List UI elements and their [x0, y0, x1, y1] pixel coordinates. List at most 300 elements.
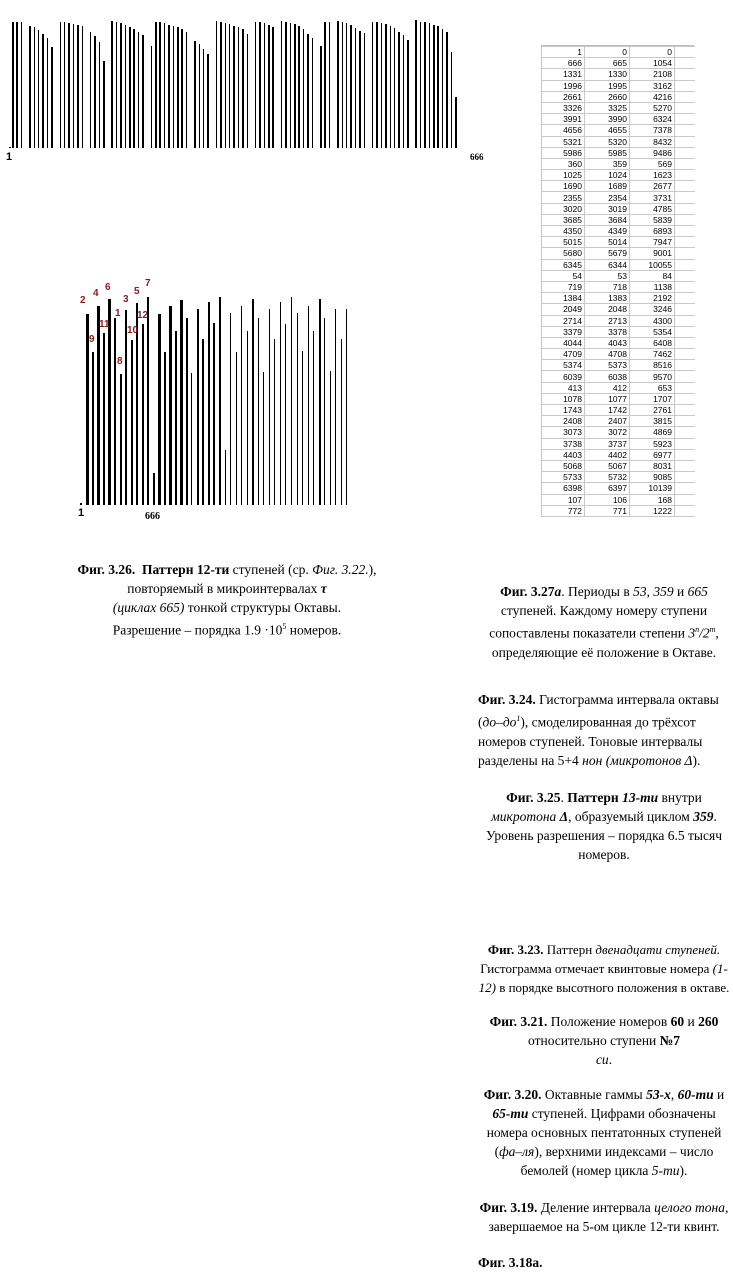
table-cell: 53	[585, 270, 630, 281]
table-cell: 5733	[542, 472, 585, 483]
table-cell-empty	[675, 304, 696, 315]
table-cell: 6398	[542, 483, 585, 494]
pattern-bar	[241, 306, 242, 505]
table-cell: 2192	[630, 293, 675, 304]
bold-italic-text: 53-х	[646, 1087, 671, 1102]
italic-text: (циклах 665)	[112, 600, 185, 615]
pattern-bar	[142, 324, 144, 505]
text: тонкой структуры Октавы.	[184, 600, 342, 615]
text: .	[608, 1052, 613, 1067]
table-cell: 412	[585, 382, 630, 393]
table-row	[542, 69, 696, 80]
table-cell: 6893	[630, 226, 675, 237]
table-cell: 1707	[630, 393, 675, 404]
table-cell: 3378	[585, 326, 630, 337]
table-row	[542, 102, 696, 113]
table-cell: 718	[585, 281, 630, 292]
table-cell: 2355	[542, 192, 585, 203]
step-number-label: 11	[99, 319, 110, 330]
table-cell-empty	[675, 505, 696, 516]
pattern-bar	[186, 318, 188, 505]
table-cell: 3072	[585, 427, 630, 438]
table-cell: 168	[630, 494, 675, 505]
table-cell: 54	[542, 270, 585, 281]
table-cell: 4350	[542, 226, 585, 237]
table-cell: 7947	[630, 237, 675, 248]
pattern-bar	[92, 352, 94, 505]
table-cell: 3738	[542, 438, 585, 449]
table-cell: 3019	[585, 203, 630, 214]
table-row	[542, 360, 696, 371]
table-cell-empty	[675, 360, 696, 371]
table-row	[542, 494, 696, 505]
table-cell: 9001	[630, 248, 675, 259]
bold-italic-text: 65-ти	[492, 1106, 529, 1121]
pattern-bar	[158, 314, 161, 505]
pattern-baseline-tick	[80, 503, 82, 505]
table-row	[542, 304, 696, 315]
text: и	[684, 1014, 699, 1029]
table-cell: 3020	[542, 203, 585, 214]
text: Октавные гаммы	[541, 1087, 647, 1102]
pattern-bar	[230, 313, 231, 505]
pattern-bar	[180, 300, 183, 505]
table-cell: 1383	[585, 293, 630, 304]
table-cell: 4349	[585, 226, 630, 237]
table-cell: 1077	[585, 393, 630, 404]
histogram-bar	[433, 25, 435, 148]
bold-number: 260	[698, 1014, 719, 1029]
table-row	[542, 259, 696, 270]
text: ), повторяемый в микроинтервалах	[127, 562, 377, 596]
table-cell: 3246	[630, 304, 675, 315]
table-row	[542, 237, 696, 248]
table-cell: 3379	[542, 326, 585, 337]
pattern-bar	[164, 352, 166, 505]
pattern-bar	[319, 299, 321, 505]
table-cell-empty	[675, 427, 696, 438]
table-row	[542, 427, 696, 438]
table-cell: 1331	[542, 69, 585, 80]
table-cell-empty	[675, 125, 696, 136]
caption-fig-3-23	[478, 940, 730, 997]
table-row	[542, 472, 696, 483]
text: ).	[692, 752, 701, 768]
pattern-bar	[341, 339, 342, 505]
table-cell-empty	[675, 58, 696, 69]
table-row	[542, 192, 696, 203]
table-cell-empty	[675, 449, 696, 460]
table-cell-empty	[675, 337, 696, 348]
histogram-bar	[415, 20, 417, 148]
fig-label: Фиг. 3.19.	[479, 1200, 538, 1215]
superscript: m	[709, 625, 716, 634]
table-cell: 10139	[630, 483, 675, 494]
italic-text: нон (микротонов Δ	[582, 752, 693, 768]
pattern-bar	[197, 309, 199, 505]
table-cell-empty	[675, 114, 696, 125]
pattern-bar	[263, 372, 264, 505]
table-cell-empty	[675, 460, 696, 471]
text: Деление интервала	[537, 1200, 655, 1215]
table-cell-empty	[675, 69, 696, 80]
histogram-bar	[424, 22, 426, 148]
table-row	[542, 226, 696, 237]
caption-fig-3-18a	[478, 1253, 678, 1272]
table-cell: 1024	[585, 170, 630, 181]
table-cell: 10055	[630, 259, 675, 270]
table-row	[542, 337, 696, 348]
text: ,	[646, 584, 654, 599]
pattern-bar	[269, 309, 270, 505]
step-number-label: 1	[115, 308, 121, 319]
table-cell: 5321	[542, 136, 585, 147]
table-row	[542, 349, 696, 360]
table-cell-empty	[675, 237, 696, 248]
x-end-label: 666	[470, 152, 484, 162]
step-number-label: 12	[137, 310, 149, 321]
histogram-bar	[451, 52, 453, 148]
table-row	[542, 158, 696, 169]
table-row	[542, 270, 696, 281]
text: номеров.	[286, 622, 342, 638]
pattern-bar	[324, 318, 325, 505]
bold-text: Паттерн 12-ти	[142, 562, 230, 577]
text: ,	[670, 1087, 678, 1102]
pattern-bar	[169, 306, 172, 505]
table-cell: 666	[542, 58, 585, 69]
pattern-bar	[147, 297, 149, 505]
table-cell-empty	[675, 136, 696, 147]
histogram-bar	[429, 23, 431, 148]
text: Разрешение – порядка 1.9 ·10	[112, 622, 283, 638]
table-cell: 6397	[585, 483, 630, 494]
italic-text: си	[595, 1052, 609, 1067]
table-row	[542, 136, 696, 147]
italic-text: целого тона	[654, 1200, 726, 1215]
table-cell-empty	[675, 382, 696, 393]
text: в порядке высотного положения в октаве.	[495, 980, 730, 995]
table-cell: 5354	[630, 326, 675, 337]
table-cell-empty	[675, 438, 696, 449]
pattern-bar	[247, 331, 248, 505]
table-cell: 2761	[630, 405, 675, 416]
italic-text: двенадцати ступеней.	[595, 942, 721, 957]
text: и	[713, 1087, 725, 1102]
text: ступеней (ср.	[229, 562, 313, 577]
table-cell: 3325	[585, 102, 630, 113]
table-cell-empty	[675, 416, 696, 427]
pattern-bar	[213, 323, 215, 505]
table-cell: 3731	[630, 192, 675, 203]
caption-fig-3-26	[62, 560, 392, 640]
table-cell: 1025	[542, 170, 585, 181]
tau-symbol: τ	[320, 581, 327, 596]
bold-number: 60	[670, 1014, 685, 1029]
text: внутри	[658, 790, 702, 805]
table-row	[542, 147, 696, 158]
table-cell: 2354	[585, 192, 630, 203]
table-row	[542, 483, 696, 494]
fig-label: Фиг. 3.21.	[489, 1014, 548, 1029]
pattern-bar	[280, 302, 281, 505]
table-cell: 3990	[585, 114, 630, 125]
table-cell: 1743	[542, 405, 585, 416]
pattern-bar	[291, 297, 292, 505]
table-cell: 6038	[585, 371, 630, 382]
table-cell-empty	[675, 393, 696, 404]
pattern-bar	[335, 309, 336, 505]
table-cell-empty	[675, 349, 696, 360]
text: , образуемый циклом	[568, 809, 694, 824]
table-cell: 4869	[630, 427, 675, 438]
fig-label: Фиг. 3.24.	[478, 692, 536, 707]
table-cell-empty	[675, 91, 696, 102]
pattern-12-histogram-chart	[0, 0, 400, 510]
table-cell-empty	[675, 192, 696, 203]
pattern-bar	[346, 309, 347, 505]
table-cell: 6324	[630, 114, 675, 125]
fig-suffix: а	[554, 584, 562, 599]
table-row	[542, 405, 696, 416]
pattern-bar	[103, 333, 105, 505]
pattern-bar	[285, 324, 286, 505]
table-cell: 9570	[630, 371, 675, 382]
table-cell: 772	[542, 505, 585, 516]
table-cell: 5067	[585, 460, 630, 471]
italic-text: 665	[687, 584, 708, 599]
table-cell: 5985	[585, 147, 630, 158]
delta-symbol: Δ	[559, 809, 569, 824]
text: ступеней. Цифрами обозначены номера основных пентатонных ступеней (	[486, 1106, 722, 1159]
table-cell: 6408	[630, 337, 675, 348]
table-cell: 3684	[585, 214, 630, 225]
histogram-bar	[407, 40, 409, 148]
table-cell: 4403	[542, 449, 585, 460]
bold-italic-text: 359	[693, 809, 714, 824]
table-cell: 1384	[542, 293, 585, 304]
table-row	[542, 371, 696, 382]
text: относительно ступени	[528, 1033, 660, 1048]
table-cell: 4656	[542, 125, 585, 136]
table-row	[542, 58, 696, 69]
table-cell: 4300	[630, 315, 675, 326]
table-cell: 7378	[630, 125, 675, 136]
table-row	[542, 80, 696, 91]
table-cell: 1995	[585, 80, 630, 91]
pattern-bar	[236, 352, 237, 505]
pattern-bar	[153, 473, 155, 505]
fig-label: Фиг. 3.26.	[77, 562, 136, 577]
table-cell: 4655	[585, 125, 630, 136]
table-cell: 5068	[542, 460, 585, 471]
italic-text: /2	[699, 625, 710, 641]
table-cell-empty	[675, 226, 696, 237]
table-cell: 3737	[585, 438, 630, 449]
step-number-label: 10	[127, 325, 139, 336]
superscript: n	[695, 625, 700, 634]
step-number-label: 2	[80, 295, 86, 306]
fig-label: Фиг. 3.20.	[483, 1087, 542, 1102]
table-cell: 2407	[585, 416, 630, 427]
table-cell: 1996	[542, 80, 585, 91]
pattern-bar	[219, 297, 221, 505]
bold-italic-text: 13-ти	[622, 790, 659, 805]
table-cell: 2408	[542, 416, 585, 427]
table-cell-empty	[675, 102, 696, 113]
italic-text: фа–ля	[499, 1144, 535, 1159]
table-cell: 5320	[585, 136, 630, 147]
table-cell-empty	[675, 371, 696, 382]
table-row	[542, 281, 696, 292]
table-cell: 2661	[542, 91, 585, 102]
pattern-bar	[131, 340, 133, 505]
table-cell-empty	[675, 203, 696, 214]
text: , завершаемое на 5-ом цикле 12-ти квинт.	[488, 1200, 729, 1234]
table-cell: 5680	[542, 248, 585, 259]
histogram-bar	[455, 97, 457, 148]
histogram-bar	[442, 29, 444, 148]
table-cell: 2048	[585, 304, 630, 315]
caption-fig-3-19	[476, 1198, 732, 1236]
table-cell: 5373	[585, 360, 630, 371]
table-row	[542, 203, 696, 214]
pattern-bar	[297, 313, 298, 505]
table-cell: 2714	[542, 315, 585, 326]
table-cell: 2108	[630, 69, 675, 80]
table-cell: 360	[542, 158, 585, 169]
table-cell: 7462	[630, 349, 675, 360]
table-row	[542, 438, 696, 449]
table-row	[542, 181, 696, 192]
table-cell: 5732	[585, 472, 630, 483]
histogram-bar	[437, 26, 439, 148]
table-cell: 4708	[585, 349, 630, 360]
step-number-label: 7	[145, 278, 151, 289]
text: , определяющие её положение в Октаве.	[491, 625, 719, 660]
pattern-bar	[202, 339, 204, 505]
table-cell: 1078	[542, 393, 585, 404]
pattern-bar	[313, 331, 314, 505]
pattern-bar	[125, 310, 127, 505]
table-row	[542, 248, 696, 259]
table-cell-empty	[675, 270, 696, 281]
table-cell-empty	[675, 315, 696, 326]
table-row	[542, 382, 696, 393]
table-cell: 4216	[630, 91, 675, 102]
table-cell: 3815	[630, 416, 675, 427]
table-cell: 84	[630, 270, 675, 281]
pattern-bar	[114, 318, 116, 505]
table-row	[542, 326, 696, 337]
table-cell: 2049	[542, 304, 585, 315]
table-cell: 2713	[585, 315, 630, 326]
table-cell-empty	[675, 326, 696, 337]
table-cell-empty	[675, 293, 696, 304]
table-cell: 1742	[585, 405, 630, 416]
table-cell-empty	[675, 494, 696, 505]
table-cell-empty	[675, 170, 696, 181]
table-cell: 5270	[630, 102, 675, 113]
caption-fig-3-27a	[476, 582, 732, 662]
table-cell: 413	[542, 382, 585, 393]
step-number-label: 4	[93, 288, 99, 299]
text: Положение номеров	[547, 1014, 671, 1029]
text: Гистограмма интервала октавы (	[478, 692, 719, 730]
table-cell: 5374	[542, 360, 585, 371]
table-row	[542, 91, 696, 102]
text: ступеней. Каждому номеру ступени сопоставлены показатели степени	[489, 603, 708, 641]
fig-label: Фиг. 3.18а.	[478, 1255, 543, 1270]
pattern-bar	[175, 331, 177, 505]
pattern-bar	[208, 302, 210, 505]
table-cell: 1138	[630, 281, 675, 292]
table-cell: 8516	[630, 360, 675, 371]
bold-text: Паттерн	[567, 790, 623, 805]
table-cell: 5986	[542, 147, 585, 158]
pattern-bar	[302, 351, 303, 505]
table-cell: 5839	[630, 214, 675, 225]
italic-text: (1-12)	[478, 961, 728, 995]
fig-label: Фиг. 3.25	[506, 790, 561, 805]
histogram-bar	[420, 22, 422, 148]
table-row	[542, 125, 696, 136]
text: ).	[679, 1163, 688, 1178]
table-cell: 1689	[585, 181, 630, 192]
italic-text: 5-ти	[651, 1163, 680, 1178]
table-row	[542, 449, 696, 460]
text: .	[560, 790, 568, 805]
table-cell: 5679	[585, 248, 630, 259]
table-cell: 1623	[630, 170, 675, 181]
pattern-bar	[252, 299, 254, 505]
step-number-label: 6	[105, 282, 111, 293]
table-cell: 0	[585, 47, 630, 58]
table-row	[542, 170, 696, 181]
x-start-label: 1	[6, 151, 13, 163]
table-cell: 3991	[542, 114, 585, 125]
table-cell: 771	[585, 505, 630, 516]
bold-italic-text: 60-ти	[677, 1087, 714, 1102]
table-cell: 3685	[542, 214, 585, 225]
superscript: 5	[282, 622, 287, 631]
table-cell-empty	[675, 47, 696, 58]
superscript: 1	[516, 714, 521, 723]
caption-fig-3-21	[476, 1012, 732, 1069]
text: и	[673, 584, 688, 599]
table-cell-empty	[675, 472, 696, 483]
table-cell-empty	[675, 405, 696, 416]
histogram-bar	[403, 35, 405, 148]
table-cell: 9486	[630, 147, 675, 158]
caption-fig-3-20	[476, 1085, 732, 1180]
table-cell: 8432	[630, 136, 675, 147]
table-cell-empty	[675, 259, 696, 270]
step-number-label: 3	[123, 294, 129, 305]
table-cell: 5015	[542, 237, 585, 248]
text: Паттерн	[543, 942, 596, 957]
pattern-bar	[225, 450, 226, 505]
table-cell: 4709	[542, 349, 585, 360]
table-row	[542, 460, 696, 471]
table-cell: 9085	[630, 472, 675, 483]
table-cell: 3073	[542, 427, 585, 438]
table-cell: 653	[630, 382, 675, 393]
table-cell: 569	[630, 158, 675, 169]
italic-text: до–до	[482, 714, 517, 730]
histogram-bar	[446, 32, 448, 148]
table-cell: 5923	[630, 438, 675, 449]
